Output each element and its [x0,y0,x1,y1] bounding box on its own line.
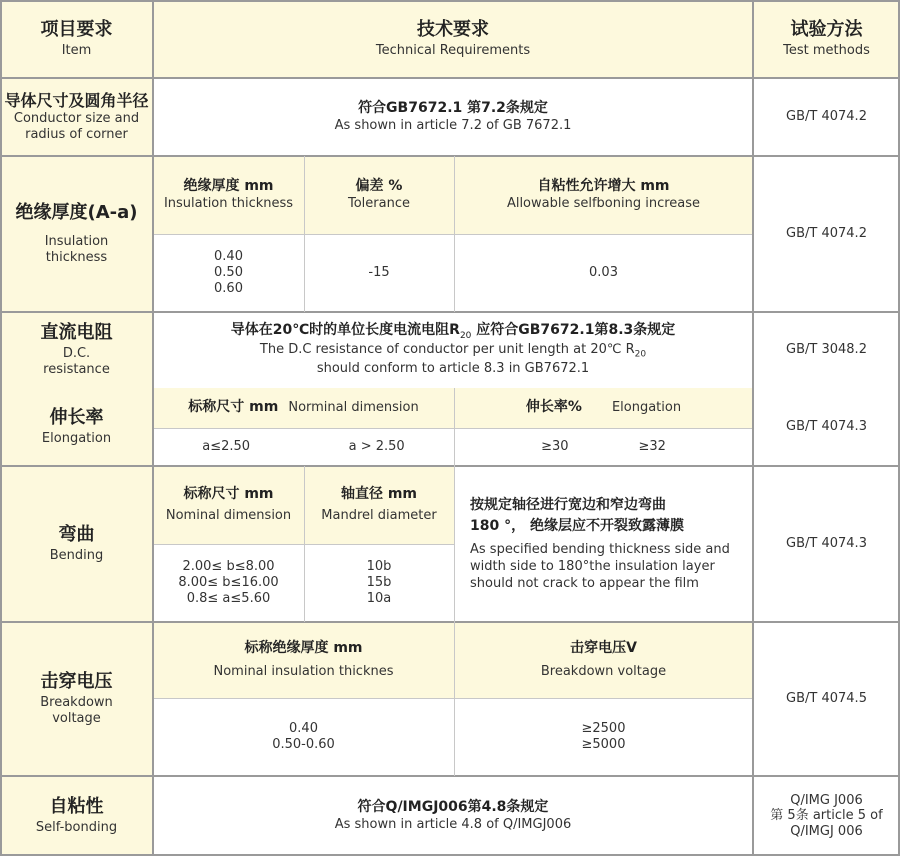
dc-resistance-item-zh: 直流电阻 [40,321,113,343]
dc-resistance-zh-pre: 导体在20℃时的单位长度电流电阻R [230,322,460,339]
bending-mandrel-header-en: Mandrel diameter [321,507,437,523]
conductor-item-cell [0,78,153,156]
elongation-method: GB/T 4074.3 [786,418,867,434]
dc-resistance-method: GB/T 3048.2 [786,341,867,357]
row-divider [0,465,900,467]
breakdown-thickness-header [153,622,454,698]
breakdown-voltage-header-en: Breakdown voltage [540,663,667,679]
breakdown-voltage-header [454,622,753,698]
bending-mandrel-header [304,466,454,544]
column-divider [152,0,154,856]
breakdown-method-cell [753,622,900,776]
header-test-methods-zh: 试验方法 [790,18,863,40]
row-divider [0,311,900,313]
dc-resistance-requirement-cell [153,312,753,388]
row-divider [0,155,900,157]
sub-row-divider [153,428,753,429]
insulation-thickness-list: 0.40 0.50 0.60 [214,248,243,297]
insulation-thickness-header-en: Insulation thickness [163,195,294,211]
breakdown-voltage-values [454,698,753,776]
bending-item-cell [0,466,153,622]
elongation-dimension-values [153,428,454,466]
insulation-increase-header [454,156,753,234]
insulation-item-en: Insulation thickness [44,234,109,266]
row-divider [0,0,900,2]
conductor-item-zh: 导体尺寸及圆角半径 [4,90,149,110]
header-item-en: Item [61,43,92,59]
insulation-thickness-header [153,156,304,234]
elongation-dim-b: a > 2.50 [348,438,405,454]
bending-dimension-list: 2.00≤ b≤8.00 8.00≤ b≤16.00 0.8≤ a≤5.60 [178,558,279,607]
elongation-method-cell [753,388,900,466]
breakdown-item-cell [0,622,153,776]
elongation-value-b: ≥32 [638,438,666,454]
self-bonding-requirement-zh: 符合Q/IMGJ006第4.8条规定 [357,799,549,816]
breakdown-voltage-header-zh: 击穿电压V [570,640,637,657]
dc-resistance-requirement-en-line1 [260,342,646,361]
dc-resistance-item-cell [0,312,153,388]
insulation-thickness-header-zh: 绝缘厚度 mm [183,178,274,195]
dc-resistance-requirement-zh [231,322,676,342]
column-divider [0,0,2,856]
sub-row-divider [153,698,753,699]
bending-mandrel-header-zh: 轴直径 mm [340,486,418,503]
insulation-tolerance-header-en: Tolerance [348,195,410,211]
bending-mandrel-values [304,544,454,622]
elongation-percent-header-zh: 伸长率% [525,399,582,416]
self-bonding-method: Q/IMG J006 第 5条 article 5 of Q/IMGJ 006 [770,792,883,839]
dc-resistance-zh-post: 应符合GB7672.1第8.3条规定 [471,322,676,339]
bending-description-cell [454,466,753,622]
self-bonding-requirement-cell [153,776,753,856]
insulation-item-cell [0,156,153,312]
insulation-item-zh: 绝缘厚度(A-a) [15,201,138,223]
elongation-item-zh: 伸长率 [49,406,104,428]
dc-resistance-en-pre: The D.C resistance of conductor per unit length at 20℃ R [259,342,635,358]
insulation-increase-header-en: Allowable selfboning increase [506,195,701,211]
elongation-value-a: ≥30 [541,438,569,454]
sub-column-divider [454,622,455,776]
header-requirements-en: Technical Requirements [375,43,531,59]
dc-resistance-method-cell [753,312,900,388]
insulation-method: GB/T 4074.2 [786,225,867,241]
conductor-method: GB/T 4074.2 [786,108,867,124]
insulation-increase-value-cell [454,234,753,312]
elongation-dimension-header-zh: 标称尺寸 mm [188,399,279,416]
elongation-item-cell [0,388,153,466]
sub-row-divider [153,234,753,235]
self-bonding-item-cell [0,776,153,856]
breakdown-item-en: Breakdown voltage [40,695,113,727]
insulation-increase-value: 0.03 [589,264,618,280]
bending-description-zh: 按规定轴径进行宽边和窄边弯曲 180 °， 绝缘层应不开裂致露薄膜 [470,497,684,534]
elongation-dim-a: a≤2.50 [202,438,251,454]
header-requirements-cell [153,0,753,78]
elongation-percent-header [454,388,753,428]
conductor-requirement-cell [153,78,753,156]
dc-resistance-zh-sub: 20 [459,331,472,342]
breakdown-thickness-values [153,698,454,776]
insulation-tolerance-header-zh: 偏差 % [355,178,403,195]
sub-column-divider [304,156,305,312]
column-divider [752,0,754,856]
bending-mandrel-list: 10b 15b 10a [366,558,392,607]
bending-description-en: As specified bending thickness side and width side to 180°the insulation layer should not crack to appear the film [470,541,730,591]
breakdown-thickness-list: 0.40 0.50-0.60 [272,720,335,752]
bending-method: GB/T 4074.3 [786,535,867,551]
bending-dimension-header-en: Nominal dimension [165,507,292,523]
header-item-zh: 项目要求 [40,18,113,40]
row-divider [0,77,900,79]
breakdown-item-zh: 击穿电压 [40,670,113,692]
bending-dimension-header-zh: 标称尺寸 mm [183,486,274,503]
dc-resistance-en-sub: 20 [634,350,647,361]
header-requirements-zh: 技术要求 [417,18,489,40]
elongation-percent-values [454,428,753,466]
breakdown-thickness-header-en: Nominal insulation thicknes [213,663,394,679]
row-divider [0,621,900,623]
header-test-methods-cell [753,0,900,78]
elongation-percent-header-en: Elongation [611,399,682,415]
dc-resistance-item-en: D.C. resistance [43,346,110,378]
sub-column-divider [454,156,455,312]
bending-item-zh: 弯曲 [58,523,95,545]
dc-resistance-requirement-en-line2: should conform to article 8.3 in GB7672.1 [316,361,590,377]
bending-dimension-header [153,466,304,544]
sub-column-divider [454,388,455,466]
insulation-tolerance-value-cell [304,234,454,312]
insulation-method-cell [753,156,900,312]
sub-column-divider [304,466,305,622]
breakdown-voltage-list: ≥2500 ≥5000 [581,720,626,752]
insulation-tolerance-header [304,156,454,234]
self-bonding-item-zh: 自粘性 [49,795,104,817]
row-divider [0,775,900,777]
conductor-requirement-zh: 符合GB7672.1 第7.2条规定 [358,100,548,117]
bending-method-cell [753,466,900,622]
header-test-methods-en: Test methods [783,43,870,59]
elongation-item-en: Elongation [41,431,112,447]
insulation-thickness-values [153,234,304,312]
header-item-cell [0,0,153,78]
bending-item-en: Bending [49,548,104,564]
conductor-item-en: Conductor size and radius of corner [13,110,140,142]
elongation-dimension-header [153,388,454,428]
breakdown-thickness-header-zh: 标称绝缘厚度 mm [244,640,363,657]
breakdown-method: GB/T 4074.5 [786,690,867,706]
sub-column-divider [454,466,455,622]
bending-dimension-values [153,544,304,622]
conductor-requirement-en: As shown in article 7.2 of GB 7672.1 [334,117,572,133]
conductor-method-cell [753,78,900,156]
insulation-tolerance-value: -15 [368,264,390,280]
elongation-dimension-header-en: Norminal dimension [288,399,419,415]
insulation-increase-header-zh: 自粘性允许增大 mm [537,178,670,195]
self-bonding-requirement-en: As shown in article 4.8 of Q/IMGJ006 [334,816,572,832]
self-bonding-method-cell [753,776,900,856]
self-bonding-item-en: Self-bonding [35,820,118,836]
